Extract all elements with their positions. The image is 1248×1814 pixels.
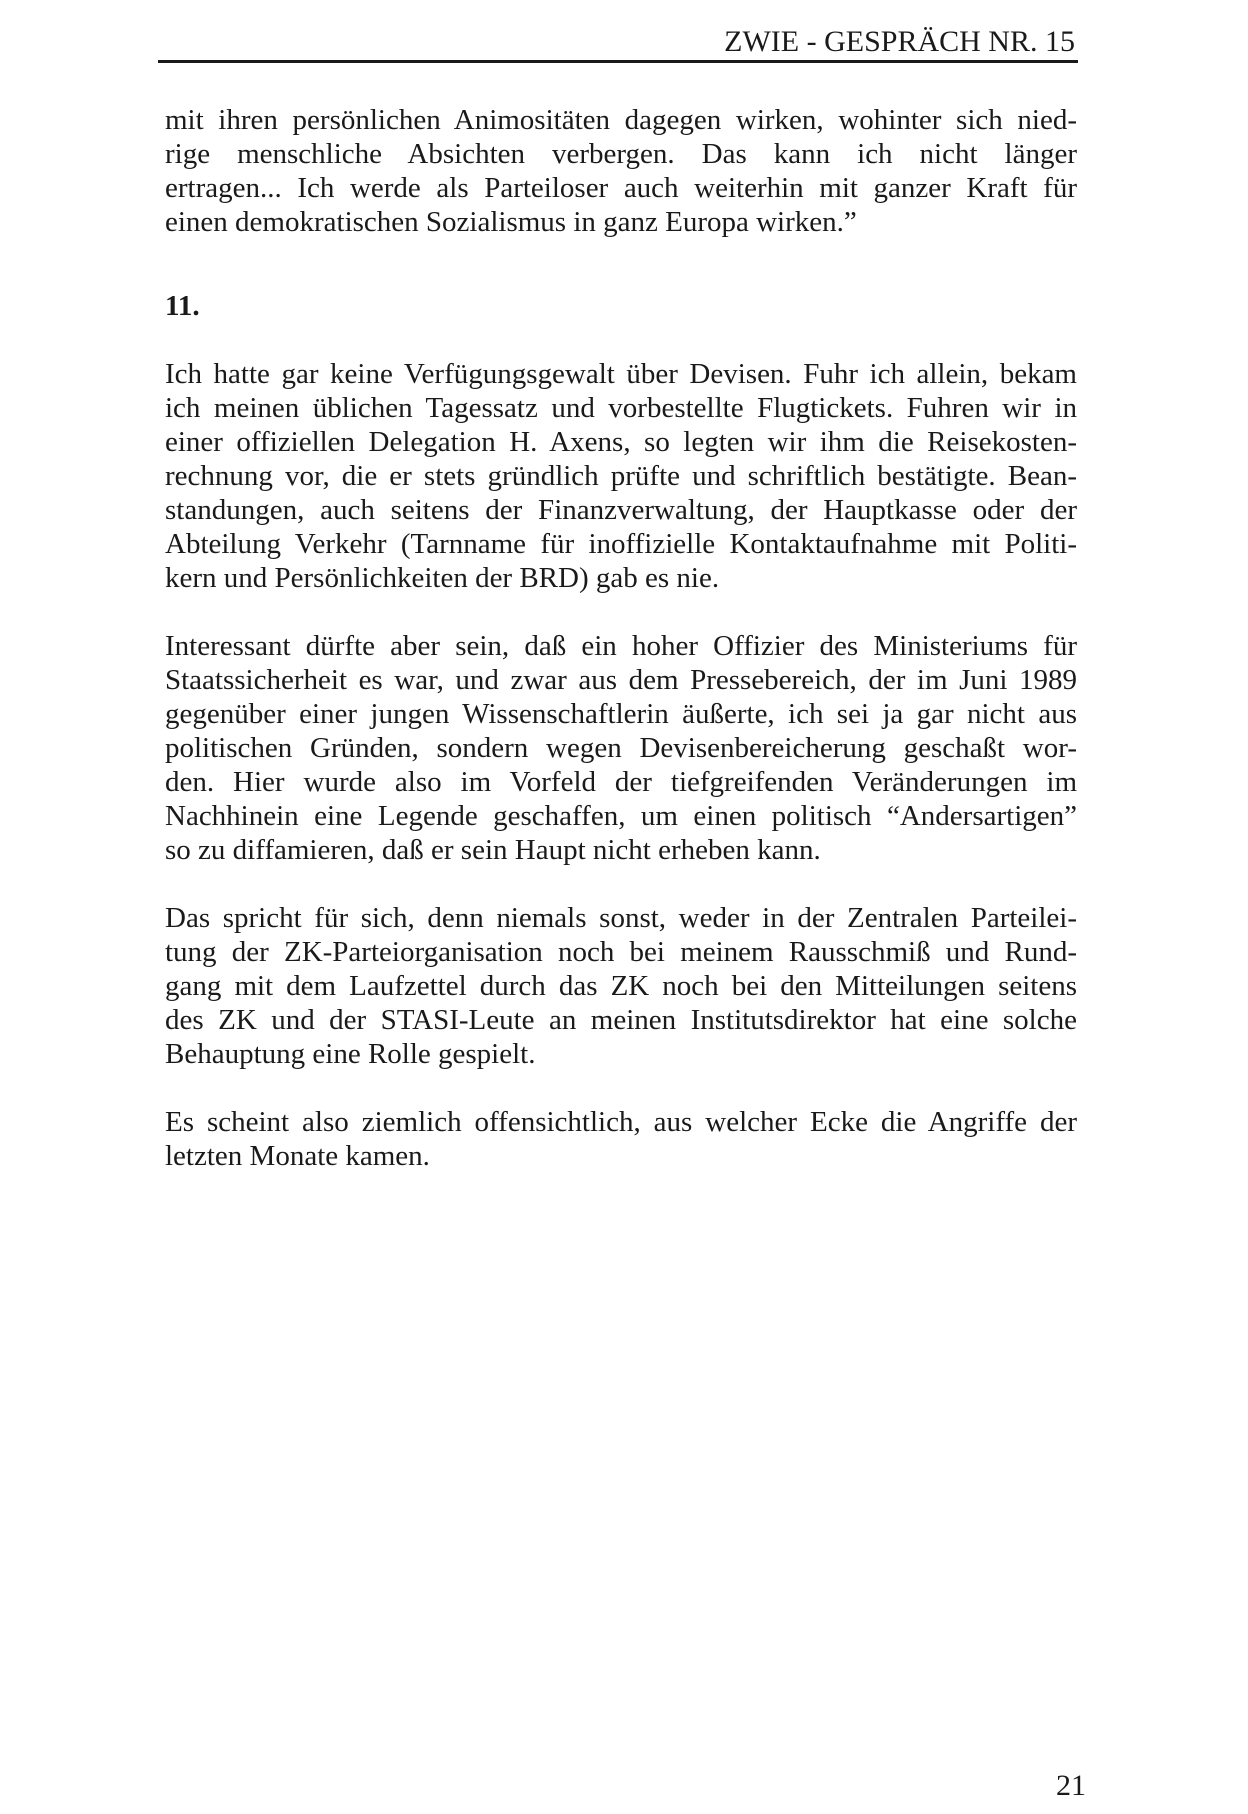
text-line: politischen Gründen, sondern wegen Devisenbereicherung geschaßt wor- — [165, 732, 1077, 764]
running-header — [158, 18, 1078, 63]
text-line: Interessant dürfte aber sein, daß ein hoher Offizier des Ministeriums für — [165, 630, 1077, 662]
text-line: ertragen... Ich werde als Parteiloser auch weiterhin mit ganzer Kraft für — [165, 172, 1077, 204]
text-line: mit ihren persönlichen Animositäten dagegen wirken, wohinter sich nied- — [165, 104, 1077, 136]
text-line: Staatssicherheit es war, und zwar aus dem Pressebereich, der im Juni 1989 — [165, 664, 1077, 696]
text-line: rige menschliche Absichten verbergen. Das kann ich nicht länger — [165, 138, 1077, 170]
text-line: kern und Persönlichkeiten der BRD) gab es nie. — [165, 562, 720, 594]
paragraph — [165, 1105, 1077, 1173]
text-line: so zu diffamieren, daß er sein Haupt nicht erheben kann. — [165, 834, 821, 866]
text-line: den. Hier wurde also im Vorfeld der tiefgreifenden Veränderungen im — [165, 766, 1077, 798]
page-body — [165, 103, 1077, 1207]
text-line: rechnung vor, die er stets gründlich prüfte und schriftlich bestätigte. Bean- — [165, 460, 1077, 492]
paragraph — [165, 103, 1077, 239]
text-line: standungen, auch seitens der Finanzverwaltung, der Hauptkasse oder der — [165, 494, 1077, 526]
text-line: letzten Monate kamen. — [165, 1140, 430, 1172]
text-line: Ich hatte gar keine Verfügungsgewalt über Devisen. Fuhr ich allein, bekam — [165, 358, 1077, 390]
paragraph — [165, 901, 1077, 1071]
text-line: Es scheint also ziemlich offensichtlich, aus welcher Ecke die Angriffe der — [165, 1106, 1077, 1138]
text-line: gegenüber einer jungen Wissenschaftlerin äußerte, ich sei ja gar nicht aus — [165, 698, 1077, 730]
text-line: ich meinen üblichen Tagessatz und vorbestellte Flugtickets. Fuhren wir in — [165, 392, 1077, 424]
paragraph — [165, 629, 1077, 867]
running-title: ZWIE - GESPRÄCH NR. 15 — [724, 25, 1075, 58]
paragraph — [165, 357, 1077, 595]
text-line: einen demokratischen Sozialismus in ganz Europa wirken.” — [165, 206, 857, 238]
text-line: Nachhinein eine Legende geschaffen, um einen politisch “Andersartigen” — [165, 800, 1077, 832]
text-line: Das spricht für sich, denn niemals sonst, weder in der Zentralen Parteilei- — [165, 902, 1077, 934]
page-number: 21 — [1056, 1769, 1086, 1802]
text-line: einer offiziellen Delegation H. Axens, so legten wir ihm die Reisekosten- — [165, 426, 1077, 458]
text-line: des ZK und der STASI-Leute an meinen Institutsdirektor hat eine solche — [165, 1004, 1077, 1036]
text-line: Abteilung Verkehr (Tarnname für inoffizielle Kontaktaufnahme mit Politi- — [165, 528, 1077, 560]
text-line: gang mit dem Laufzettel durch das ZK noch bei den Mitteilungen seitens — [165, 970, 1077, 1002]
text-line: tung der ZK-Parteiorganisation noch bei meinem Rausschmiß und Rund- — [165, 936, 1077, 968]
section-number: 11. — [165, 290, 200, 322]
text-line: Behauptung eine Rolle gespielt. — [165, 1038, 536, 1070]
